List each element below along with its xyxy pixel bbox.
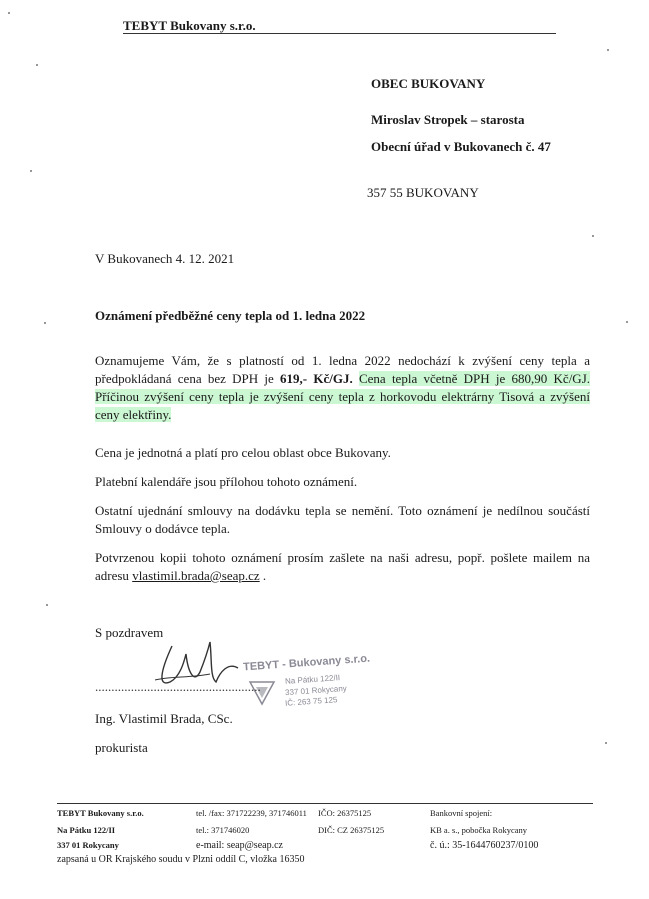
footer-account: č. ú.: 35-1644760237/0100 [430, 840, 539, 851]
footer-ico: IČO: 26375125 [318, 808, 372, 818]
subject-line: Oznámení předběžné ceny tepla od 1. ledna 2022 [95, 308, 366, 323]
footer-email: e-mail: seap@seap.cz [196, 840, 283, 851]
recipient-office: Obecní úřad v Bukovanech č. 47 [371, 139, 551, 154]
paragraph-contract-terms: Ostatní ujednání smlouvy na dodávku tepla se nemění. Toto oznámení je nedílnou součástí Smlouvy o dodávce tepla. [95, 503, 590, 536]
date-line: V Bukovanech 4. 12. 2021 [95, 251, 235, 266]
footer-phone: tel.: 371746020 [196, 825, 250, 835]
scan-speck [607, 49, 609, 51]
footer-dic: DIČ: CZ 26375125 [318, 825, 385, 835]
signature-line: ................................................... [95, 679, 261, 694]
footer-city: 337 01 Rokycany [57, 840, 119, 850]
scan-speck [46, 604, 48, 606]
price-without-vat: 619,- Kč/GJ. [280, 371, 353, 386]
scan-speck [626, 321, 628, 323]
paragraph-uniform-price: Cena je jednotná a platí pro celou oblast obce Bukovany. [95, 445, 391, 460]
footer-rule [57, 803, 593, 804]
stamp-city: 337 01 Rokycany [284, 683, 348, 698]
scan-speck [592, 235, 594, 237]
stamp-company: TEBYT - Bukovany s.r.o. [242, 652, 371, 674]
paragraph-confirmation-request [95, 549, 590, 585]
signatory-name: Ing. Vlastimil Brada, CSc. [95, 711, 233, 726]
scan-speck [8, 12, 10, 14]
footer-company: TEBYT Bukovany s.r.o. [57, 808, 144, 818]
paragraph-text-end: . [259, 568, 267, 583]
stamp-street: Na Pátku 122/II [284, 673, 341, 686]
footer-registry: zapsaná u OR Krajského soudu v Plzni oddíl C, vložka 16350 [57, 854, 305, 865]
recipient-person: Miroslav Stropek – starosta [371, 112, 525, 127]
stamp-ico: IČ: 263 75 125 [284, 695, 338, 708]
footer-phone-fax: tel. /fax: 371722239, 371746011 [196, 808, 307, 818]
footer-street: Na Pátku 122/II [57, 825, 116, 835]
footer-bank-label: Bankovní spojení: [430, 808, 493, 818]
scan-speck [30, 170, 32, 172]
scan-speck [605, 742, 607, 744]
signatory-role: prokurista [95, 740, 148, 755]
highlighted-text: Cena tepla včetně DPH je 680,90 Kč/GJ. Příčinou zvýšení ceny tepla je zvýšení ceny tepla z horkovodu elektrárny Tisová a zvýšení ceny elektřiny. [95, 371, 591, 422]
recipient-name: OBEC BUKOVANY [371, 76, 486, 91]
footer-bank-name: KB a. s., pobočka Rokycany [430, 825, 528, 835]
closing-greeting: S pozdravem [95, 625, 164, 640]
scan-speck [36, 64, 38, 66]
recipient-zip: 357 55 BUKOVANY [367, 185, 479, 200]
scan-speck [44, 322, 46, 324]
paragraph-text: Potvrzenou kopii tohoto oznámení prosím zašlete na naši adresu, popř. pošlete mailem na adresu [95, 550, 590, 583]
paragraph-payment-calendar: Platební kalendáře jsou přílohou tohoto oznámení. [95, 474, 358, 489]
header-rule [123, 33, 556, 34]
email-link[interactable]: vlastimil.brada@seap.cz [132, 568, 260, 583]
paragraph-price-announcement [95, 352, 590, 424]
paragraph-text: Oznamujeme Vám, že s platností od 1. ledna 2022 nedochází k zvýšení ceny tepla a předpokládaná cena bez DPH je [95, 353, 590, 386]
company-header: TEBYT Bukovany s.r.o. [123, 18, 256, 33]
